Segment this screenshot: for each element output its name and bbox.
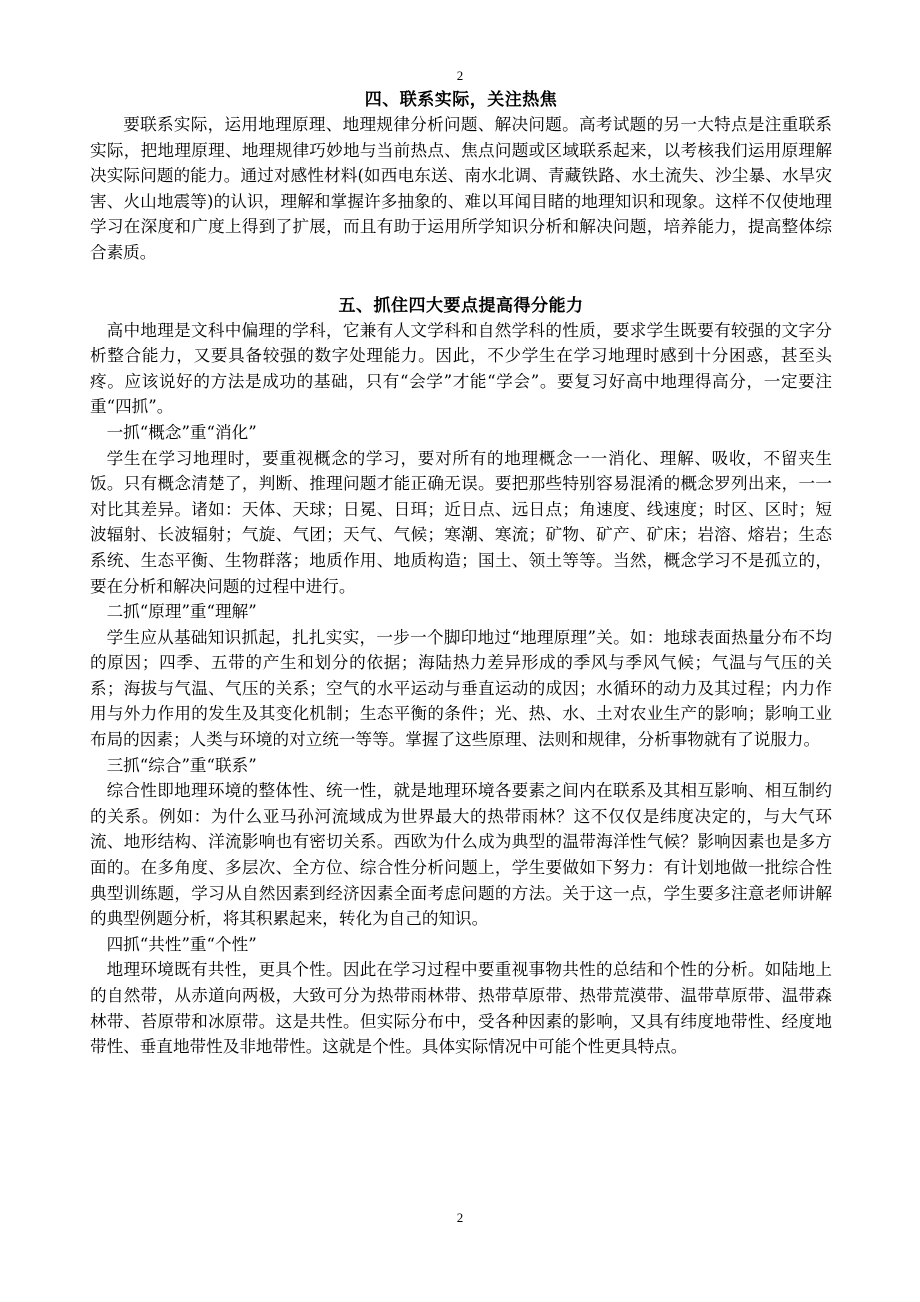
paragraph-synthesis: 综合性即地理环境的整体性、统一性，就是地理环境各要素之间内在联系及其相互影响、相互制约的关系。例如：为什么亚马孙河流域成为世界最大的热带雨林？这不仅仅是纬度决定的，与大气环流、地形结构、洋流影响也有密切关系。西欧为什么成为典型的温带海洋性气候？影响因素也是多方面的。在多角度、多层次、全方位、综合性分析问题上，学生要做如下努力：有计划地做一批综合性典型训练题，学习从自然因素到经济因素全面考虑问题的方法。关于这一点，学生要多注意老师讲解的典型例题分析，将其积累起来，转化为自己的知识。 [90, 781, 832, 929]
section-4-paragraph: 要联系实际，运用地理原理、地理规律分析问题、解决问题。高考试题的另一大特点是注重联系实际，把地理原理、地理规律巧妙地与当前热点、焦点问题或区域联系起来，以考核我们运用原理解决实际问题的能力。通过对感性材料(如西电东送、南水北调、青藏铁路、水土流失、沙尘暴、水旱灾害、火山地震等)的认识，理解和掌握许多抽象的、难以耳闻目睹的地理知识和现象。这样不仅使地理学习在深度和广度上得到了扩展，而且有助于运用所学知识分析和解决问题，培养能力，提高整体综合素质。 [90, 115, 832, 262]
subheading-synthesis: 三抓“综合”重“联系” [106, 755, 257, 775]
page-number-bottom: 2 [456, 1210, 464, 1225]
page-number-top: 2 [456, 68, 464, 83]
document-body [90, 88, 832, 1060]
section-5-intro: 高中地理是文科中偏理的学科，它兼有人文学科和自然学科的性质，要求学生既要有较强的文字分析整合能力，又要具备较强的数字处理能力。因此，不少学生在学习地理时感到十分困惑，甚至头疼。应该说好的方法是成功的基础，只有“会学”才能“学会”。要复习好高中地理得高分，一定要注重“四抓”。 [90, 320, 832, 417]
paragraph-principle: 学生应从基础知识抓起，扎扎实实，一步一个脚印地过“地理原理”关。如：地球表面热量分布不均的原因；四季、五带的产生和划分的依据；海陆热力差异形成的季风与季风气候；气温与气压的关系；海拔与气温、气压的关系；空气的水平运动与垂直运动的成因；水循环的动力及其过程；内力作用与外力作用的发生及其变化机制；生态平衡的条件；光、热、水、土对农业生产的影响；影响工业布局的因素；人类与环境的对立统一等等。掌握了这些原理、法则和规律，分析事物就有了说服力。 [90, 627, 832, 750]
subheading-principle: 二抓“原理”重“理解” [106, 602, 257, 622]
paragraph-commonality: 地理环境既有共性，更具个性。因此在学习过程中要重视事物共性的总结和个性的分析。如陆地上的自然带，从赤道向两极，大致可分为热带雨林带、热带草原带、热带荒漠带、温带草原带、温带森林带、苔原带和冰原带。这是共性。但实际分布中，受各种因素的影响，又具有纬度地带性、经度地带性、垂直地带性及非地带性。这就是个性。具体实际情况中可能个性更具特点。 [90, 960, 832, 1057]
subheading-concept: 一抓“概念”重“消化” [106, 422, 257, 442]
section-4-title: 四、联系实际，关注热焦 [364, 90, 558, 110]
subheading-commonality: 四抓“共性”重“个性” [106, 934, 257, 954]
paragraph-concept: 学生在学习地理时，要重视概念的学习，要对所有的地理概念一一消化、理解、吸收，不留夹生饭。只有概念清楚了，判断、推理问题才能正确无误。要把那些特别容易混淆的概念罗列出来，一一对比其差异。诸如：天体、天球；日冕、日珥；近日点、远日点；角速度、线速度；时区、区时；短波辐射、长波辐射；气旋、气团；天气、气候；寒潮、寒流；矿物、矿产、矿床；岩溶、熔岩；生态系统、生态平衡、生物群落；地质作用、地质构造；国土、领土等等。当然，概念学习不是孤立的，要在分析和解决问题的过程中进行。 [90, 448, 832, 596]
section-5-title: 五、抓住四大要点提高得分能力 [338, 295, 584, 316]
